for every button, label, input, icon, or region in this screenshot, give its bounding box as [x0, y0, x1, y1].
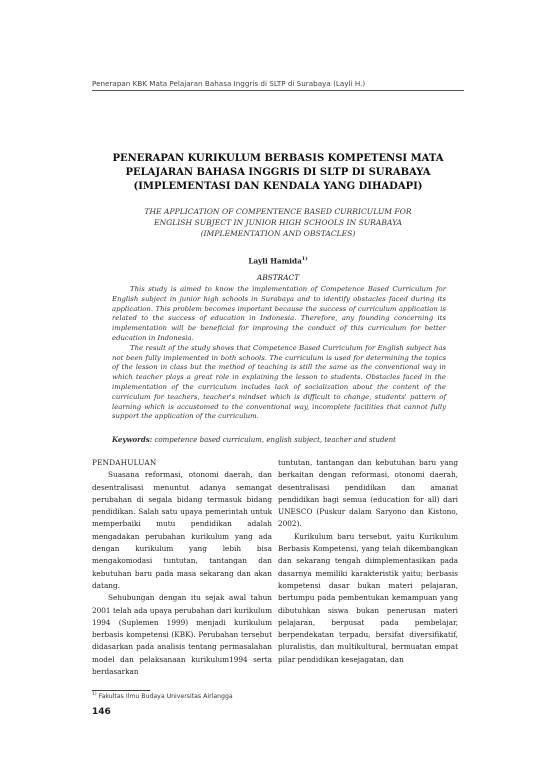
body-paragraph: Suasana reformasi, otonomi daerah, dan desentralisasi menuntut adanya semangat perubahan di segala bidang termasuk bidang pendidikan. Salah satu upaya pemerintah untuk memperbaiki mutu pendidikan adalah mengadakan perubahan kurikulum yang ada dengan kurikulum yang lebih bisa mengakomodasi tuntutan, tantangan dan kebutuhan baru pada masa sekarang dan akan datang. [92, 470, 272, 590]
english-title [92, 206, 464, 239]
body-paragraph: Sehubungan dengan itu sejak awal tahun 2001 telah ada upaya perubahan dari kurikulum 1994 (Suplemen 1999) menjadi kurikulum berbasis kompetensi (KBK). Perubahan tersebut didasarkan pada analisis tentang permasalahan model dan pelaksanaan kurikulum1994 serta berdasarkan [92, 593, 272, 677]
article-title [92, 152, 464, 194]
keywords-label: Keywords: [112, 435, 153, 444]
abstract-body [112, 285, 446, 422]
header-divider [92, 90, 464, 91]
abstract-paragraph: The result of the study shows that Competence Based Curriculum for English subject has not been fully implemented in both schools. The curriculum is used for determining the topics of the lesson in class but the method of teaching is still the same as the conventional way in which teacher plays a great role in explaining the lesson to students. Obstacles faced in the implementation of the curriculum includes lack of socialization about the content of the curriculum for teachers, teacher's mindset which is difficult to change, students' pattern of learning which is accustomed to the conventional way, incomplete facilities that cannot fully support the application of the curriculum. [112, 343, 446, 421]
body-column-left [92, 457, 272, 678]
title-line: (IMPLEMENTASI DAN KENDALA YANG DIHADAPI) [133, 181, 423, 192]
english-title-line: THE APPLICATION OF COMPENTENCE BASED CURRICULUM FOR [144, 207, 412, 216]
author-name: Layli Hamida [248, 256, 302, 266]
abstract-paragraph: This study is aimed to know the implementation of Competence Based Curriculum for English subject in junior high schools in Surabaya and to identify obstacles faced during its application. This problem becomes important because the success of curriculum application is related to the success of education in Indonesia. Therefore, any founding concerning its implementation will be beneficial for improving the conduct of this curriculum for better education in Indonesia. [112, 285, 446, 342]
abstract-heading: ABSTRACT [256, 273, 300, 282]
english-title-line: ENGLISH SUBJECT IN JUNIOR HIGH SCHOOLS IN SURABAYA [153, 218, 403, 227]
footnote-text: Fakultas Ilmu Budaya Universitas Airlangga [96, 693, 233, 701]
body-column-right [278, 457, 458, 666]
page-number: 146 [92, 707, 111, 717]
body-paragraph: Kurikulum baru tersebut, yaitu Kurikulum Berbasis Kompetensi, yang telah dikembangkan dan sekarang tengah diimplementasikan pada dasarnya memiliki karakteristik yaitu; berbasis kompetensi dasar bukan materi pelajaran, bertumpu pada pembentukan kemampuan yang dibutuhkan siswa bukan penerusan materi pelajaran, berpusat pada pembelajar, berpendekatan terpadu, bersifat diversifikatif, pluralistis, dan multikultural, bermuatan empat pilar pendidikan kesejagatan, dan [278, 531, 458, 664]
footnote [92, 692, 233, 700]
keywords [112, 435, 446, 444]
author [92, 256, 464, 265]
title-line: PELAJARAN BAHASA INGGRIS DI SLTP DI SURABAYA [125, 167, 431, 178]
body-paragraph: tuntutan, tantangan dan kebutuhan baru yang berkaitan dengan reformasi, otonomi daerah, desentralisasi pendidikan dan amanat pendidikan bagi semua (education for all) dari UNESCO (Puskur dalam Saryono dan Kistono, 2002). [278, 458, 458, 529]
section-heading: PENDAHULUAN [92, 458, 157, 467]
author-footnote-marker: 1) [301, 256, 308, 262]
title-line: PENERAPAN KURIKULUM BERBASIS KOMPETENSI MATA [112, 153, 444, 164]
english-title-line: (IMPLEMENTATION AND OBSTACLES) [200, 229, 356, 238]
footnote-divider [92, 690, 150, 691]
running-header: Penerapan KBK Mata Pelajaran Bahasa Inggris di SLTP di Surabaya (Layli H.) [92, 79, 366, 88]
keywords-text: competence based curriculum, english subject, teacher and student [152, 436, 396, 444]
footnote-marker: 1) [92, 692, 97, 697]
